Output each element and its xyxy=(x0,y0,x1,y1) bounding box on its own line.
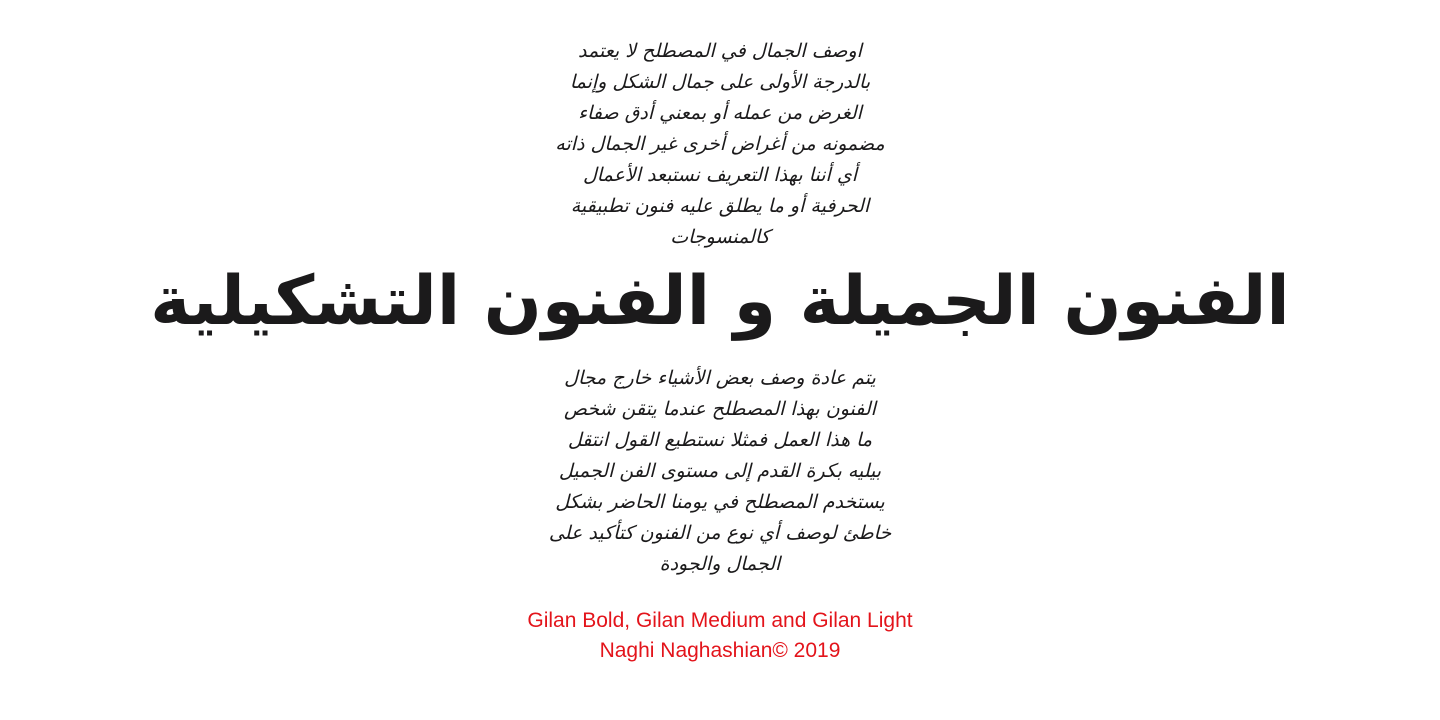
copyright-line: Naghi Naghashian© 2019 xyxy=(599,639,841,662)
body-line-2: الفنون بهذا المصطلح عندما يتقن شخص xyxy=(564,398,876,420)
headline: الفنون الجميلة و الفنون التشكيلية xyxy=(150,262,1290,341)
body-line-3: ما هذا العمل فمثلا نستطيع القول انتقل xyxy=(567,429,873,451)
intro-line-4: مضمونه من أغراض أخرى غير الجمال ذاته xyxy=(555,133,885,155)
intro-line-2: بالدرجة الأولى على جمال الشكل وإنما xyxy=(569,71,871,93)
intro-paragraph xyxy=(0,36,1440,253)
intro-line-3: الغرض من عمله أو بمعني أدق صفاء xyxy=(578,102,862,124)
credits xyxy=(0,606,1440,666)
body-line-6: خاطئ لوصف أي نوع من الفنون كتأكيد على xyxy=(548,522,892,544)
intro-line-5: أي أننا بهذا التعريف نستبعد الأعمال xyxy=(582,164,857,186)
font-names-line: Gilan Bold, Gilan Medium and Gilan Light xyxy=(527,609,913,632)
body-line-1: يتم عادة وصف بعض الأشياء خارج مجال xyxy=(564,367,876,389)
intro-line-6: الحرفية أو ما يطلق عليه فنون تطبيقية xyxy=(570,195,870,217)
body-line-4: بيليه بكرة القدم إلى مستوى الفن الجميل xyxy=(558,460,882,482)
intro-line-7: كالمنسوجات xyxy=(670,226,770,248)
body-line-5: يستخدم المصطلح في يومنا الحاضر بشكل xyxy=(555,491,885,513)
body-line-7: الجمال والجودة xyxy=(659,553,781,575)
intro-line-1: اوصف الجمال في المصطلح لا يعتمد xyxy=(578,40,862,62)
body-paragraph xyxy=(0,363,1440,580)
